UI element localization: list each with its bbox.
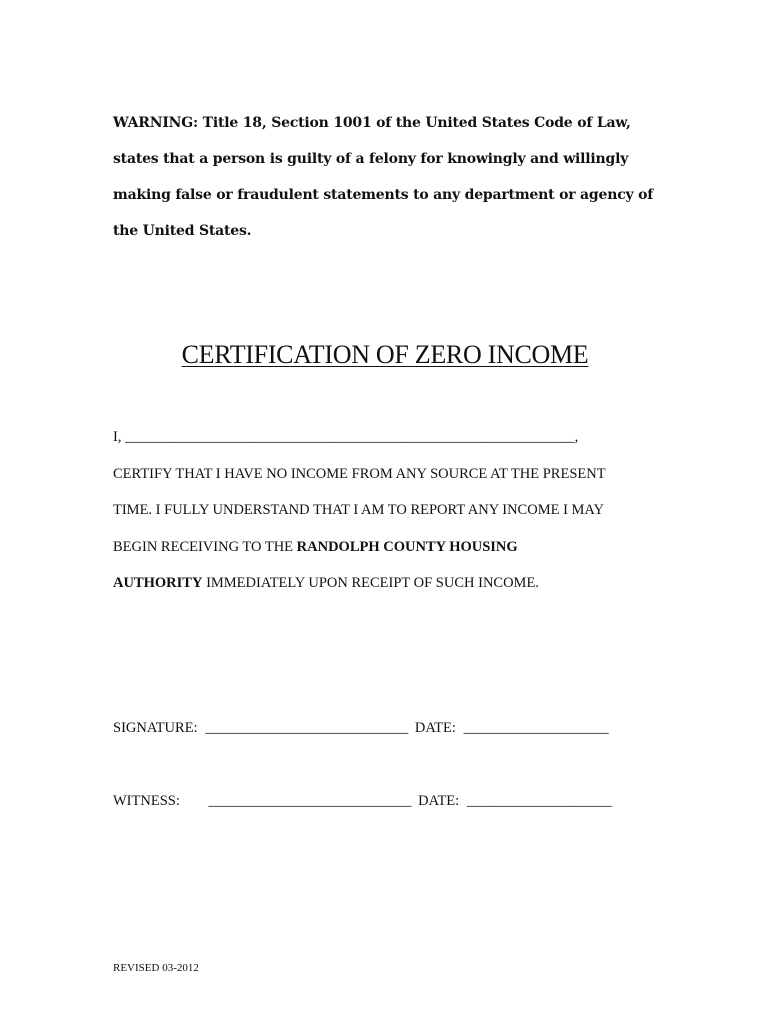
- witness-date-field[interactable]: ____________________: [466, 793, 612, 809]
- witness-label: WITNESS:: [113, 793, 180, 809]
- signature-label: SIGNATURE:: [113, 720, 198, 736]
- revision-note: REVISED 03-2012: [113, 962, 199, 974]
- certification-line: [113, 572, 673, 609]
- housing-authority-name: AUTHORITY: [113, 575, 203, 591]
- housing-authority-name: RANDOLPH COUNTY HOUSING: [296, 538, 518, 555]
- warning-line: WARNING: Title 18, Section 1001 of the United States Code of Law,: [113, 115, 631, 131]
- signature-date-label: DATE:: [414, 720, 456, 736]
- signature-field[interactable]: ____________________________: [205, 720, 409, 736]
- certification-line: [113, 536, 673, 573]
- signature-row: [113, 718, 609, 738]
- warning-line: the United States.: [113, 223, 252, 239]
- warning-paragraph: [113, 112, 673, 256]
- name-blank-line[interactable]: I, ______________________________________________________________,: [113, 429, 579, 445]
- certification-line: TIME. I FULLY UNDERSTAND THAT I AM TO REPORT ANY INCOME I MAY: [113, 502, 605, 518]
- certification-text: IMMEDIATELY UPON RECEIPT OF SUCH INCOME.: [202, 575, 539, 591]
- certification-text: BEGIN RECEIVING TO THE: [113, 538, 297, 555]
- warning-line: states that a person is guilty of a felony for knowingly and willingly: [113, 151, 629, 167]
- witness-date-label: DATE:: [418, 793, 460, 809]
- witness-field[interactable]: ____________________________: [208, 793, 412, 809]
- certification-line: CERTIFY THAT I HAVE NO INCOME FROM ANY SOURCE AT THE PRESENT: [113, 465, 606, 482]
- signature-date-field[interactable]: ____________________: [463, 720, 609, 736]
- warning-line: making false or fraudulent statements to any department or agency of: [113, 187, 654, 203]
- witness-row: [113, 791, 612, 811]
- certification-paragraph: [113, 426, 673, 609]
- document-title: CERTIFICATION OF ZERO INCOME: [181, 340, 589, 369]
